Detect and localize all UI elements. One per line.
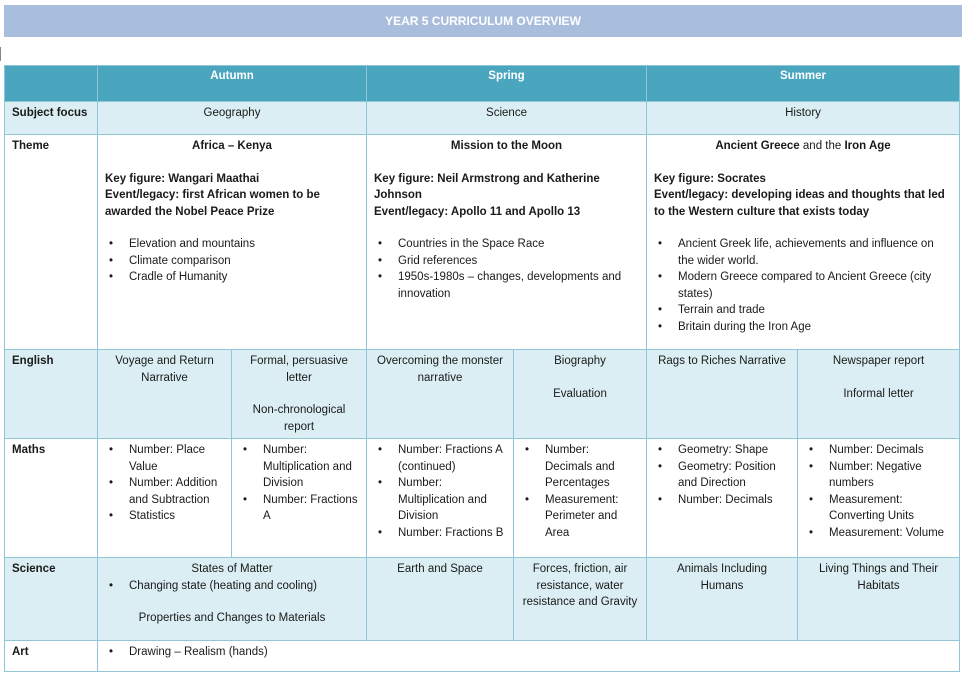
subject-focus-label: Subject focus	[5, 102, 98, 135]
science-row	[5, 558, 960, 641]
theme-summer-list	[654, 236, 952, 335]
list-item: • Britain during the Iron Age	[678, 319, 952, 336]
english-spring-2	[514, 350, 647, 439]
list-item: • Number: Decimals	[678, 492, 790, 509]
list-item: • Measurement: Volume	[829, 525, 952, 542]
header-spring: Spring	[367, 66, 647, 102]
list-item: • Changing state (heating and cooling)	[129, 578, 359, 595]
english-autumn-1: Voyage and Return Narrative	[98, 350, 232, 439]
list-item: • Number: Negative numbers	[829, 459, 952, 492]
subject-focus-spring: Science	[367, 102, 647, 135]
maths-spring-1	[367, 439, 514, 558]
maths-row	[5, 439, 960, 558]
english-spring-2-b: Evaluation	[553, 387, 607, 400]
header-autumn: Autumn	[98, 66, 367, 102]
maths-spring-2	[514, 439, 647, 558]
curriculum-table	[4, 65, 960, 672]
english-summer-2-a: Newspaper report	[832, 355, 925, 367]
theme-summer-title-c: Iron Age	[844, 140, 891, 152]
theme-summer-event: Event/legacy: developing ideas and thoughts that led to the Western culture that exists today	[654, 189, 945, 218]
science-label: Science	[5, 558, 98, 641]
english-autumn-2-a: Formal, persuasive letter	[250, 355, 348, 384]
theme-autumn	[98, 135, 367, 350]
maths-autumn-2	[232, 439, 367, 558]
list-item: • 1950s-1980s – changes, developments and innovation	[398, 269, 639, 302]
header-blank	[5, 66, 98, 102]
theme-autumn-key-figure: Key figure: Wangari Maathai	[105, 172, 260, 185]
art-row	[5, 641, 960, 672]
page-title: YEAR 5 CURRICULUM OVERVIEW	[4, 5, 962, 37]
maths-summer-2	[798, 439, 960, 558]
maths-summer-1	[647, 439, 798, 558]
theme-summer-title	[654, 138, 952, 155]
text-cursor	[0, 47, 1, 61]
list-item: • Ancient Greek life, achievements and influence on the wider world.	[678, 236, 952, 269]
list-item: • Drawing – Realism (hands)	[129, 644, 952, 661]
english-summer-2	[798, 350, 960, 439]
science-summer-2: Living Things and Their Habitats	[798, 558, 960, 641]
theme-spring-title: Mission to the Moon	[450, 140, 563, 152]
theme-label: Theme	[5, 135, 98, 350]
list-item: • Statistics	[129, 508, 224, 525]
english-spring-2-a: Biography	[554, 355, 606, 367]
subject-focus-summer: History	[647, 102, 960, 135]
list-item: • Number: Fractions B	[398, 525, 506, 542]
english-spring-1: Overcoming the monster narrative	[367, 350, 514, 439]
theme-autumn-list	[105, 236, 359, 286]
science-spring-2: Forces, friction, air resistance, water resistance and Gravity	[514, 558, 647, 641]
science-autumn-title: States of Matter	[191, 563, 273, 575]
theme-autumn-event: Event/legacy: first African women to be awarded the Nobel Peace Prize	[105, 189, 320, 218]
list-item: • Number: Place Value	[129, 442, 224, 475]
english-summer-2-b: Informal letter	[843, 387, 914, 400]
science-autumn	[98, 558, 367, 641]
theme-summer-title-a: Ancient Greece	[715, 140, 800, 152]
science-autumn-sub: Properties and Changes to Materials	[138, 612, 326, 624]
english-summer-1: Rags to Riches Narrative	[647, 350, 798, 439]
theme-summer-key-figure: Key figure: Socrates	[654, 172, 766, 185]
list-item: • Climate comparison	[129, 253, 359, 270]
english-row	[5, 350, 960, 439]
theme-autumn-title: Africa – Kenya	[192, 140, 272, 152]
theme-row	[5, 135, 960, 350]
list-item: • Cradle of Humanity	[129, 269, 359, 286]
theme-spring-key-figure: Key figure: Neil Armstrong and Katherine Johnson	[374, 172, 600, 201]
list-item: • Number: Fractions A	[263, 492, 359, 525]
list-item: • Number: Addition and Subtraction	[129, 475, 224, 508]
list-item: • Number: Decimals	[829, 442, 952, 459]
subject-focus-row	[5, 102, 960, 135]
list-item: • Countries in the Space Race	[398, 236, 639, 253]
science-spring-1: Earth and Space	[367, 558, 514, 641]
english-label: English	[5, 350, 98, 439]
maths-autumn-1	[98, 439, 232, 558]
list-item: • Measurement: Perimeter and Area	[545, 492, 639, 542]
list-item: • Number: Multiplication and Division	[398, 475, 506, 525]
science-summer-1: Animals Including Humans	[647, 558, 798, 641]
list-item: • Modern Greece compared to Ancient Greece (city states)	[678, 269, 952, 302]
theme-summer-title-b: and the	[799, 140, 845, 152]
theme-spring	[367, 135, 647, 350]
header-summer: Summer	[647, 66, 960, 102]
list-item: • Geometry: Shape	[678, 442, 790, 459]
art-content	[98, 641, 960, 672]
theme-summer	[647, 135, 960, 350]
theme-spring-list	[374, 236, 639, 302]
list-item: • Geometry: Position and Direction	[678, 459, 790, 492]
english-autumn-2	[232, 350, 367, 439]
header-row	[5, 66, 960, 102]
list-item: • Grid references	[398, 253, 639, 270]
english-autumn-2-b: Non-chronological report	[252, 404, 346, 433]
list-item: • Terrain and trade	[678, 302, 952, 319]
list-item: • Measurement: Converting Units	[829, 492, 952, 525]
list-item: • Number: Fractions A (continued)	[398, 442, 506, 475]
list-item: • Elevation and mountains	[129, 236, 359, 253]
list-item: • Number: Multiplication and Division	[263, 442, 359, 492]
subject-focus-autumn: Geography	[98, 102, 367, 135]
theme-spring-event: Event/legacy: Apollo 11 and Apollo 13	[374, 205, 581, 218]
list-item: • Number: Decimals and Percentages	[545, 442, 639, 492]
art-label: Art	[5, 641, 98, 672]
maths-label: Maths	[5, 439, 98, 558]
